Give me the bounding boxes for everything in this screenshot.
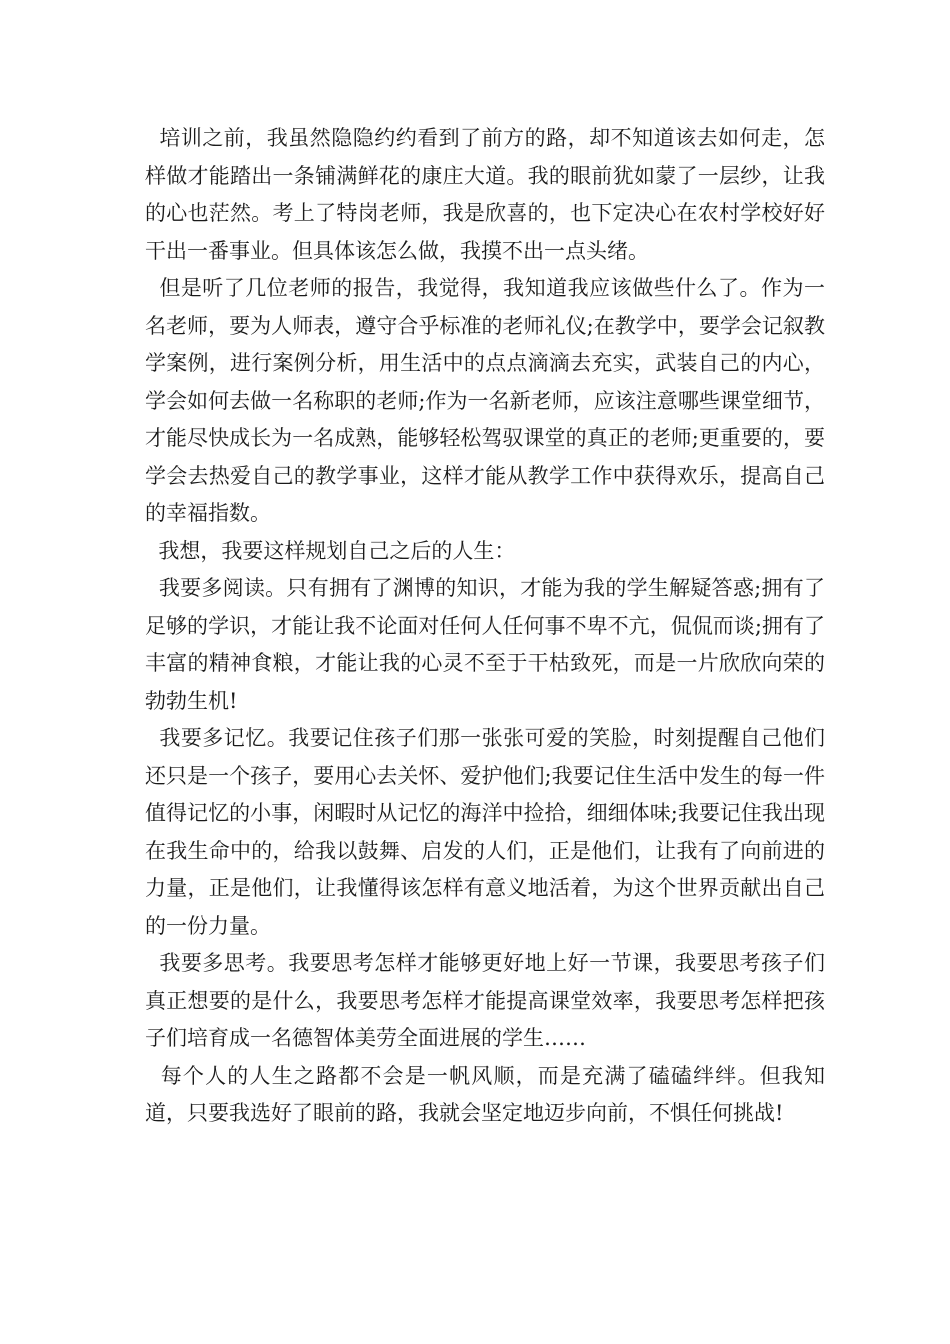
paragraph-think-more: 我要多思考。我要思考怎样才能够更好地上好一节课，我要思考孩子们真正想要的是什么，我要思考怎样才能提高课堂效率，我要思考怎样把孩子们培育成一名德智体美劳全面进展的学生…… xyxy=(145,951,825,1050)
document-body xyxy=(145,120,825,1133)
paragraph-read-more: 我要多阅读。只有拥有了渊博的知识，才能为我的学生解疑答惑;拥有了足够的学识，才能让我不论面对任何人任何事不卑不亢，侃侃而谈;拥有了丰富的精神食粮，才能让我的心灵不至于干枯致死，而是一片欣欣向荣的勃勃生机! xyxy=(145,576,825,713)
paragraph-before-training: 培训之前，我虽然隐隐约约看到了前方的路，却不知道该去如何走，怎样做才能踏出一条铺满鲜花的康庄大道。我的眼前犹如蒙了一层纱，让我的心也茫然。考上了特岗老师，我是欣喜的，也下定决心在农村学校好好干出一番事业。但具体该怎么做，我摸不出一点头绪。 xyxy=(145,126,825,263)
paragraph-conclusion: 每个人的人生之路都不会是一帆风顺，而是充满了磕磕绊绊。但我知道，只要我选好了眼前的路，我就会坚定地迈步向前，不惧任何挑战! xyxy=(145,1063,825,1125)
paragraph-plan-intro: 我想，我要这样规划自己之后的人生： xyxy=(145,538,516,563)
paragraph-remember-more: 我要多记忆。我要记住孩子们那一张张可爱的笑脸，时刻提醒自己他们还只是一个孩子，要用心去关怀、爱护他们;我要记住生活中发生的每一件值得记忆的小事，闲暇时从记忆的海洋中捡拾，细细体味;我要记住我出现在我生命中的，给我以鼓舞、启发的人们，正是他们，让我有了向前进的力量，正是他们，让我懂得该怎样有意义地活着，为这个世界贡献出自己的一份力量。 xyxy=(145,726,825,938)
paragraph-after-reports: 但是听了几位老师的报告，我觉得，我知道我应该做些什么了。作为一名老师，要为人师表，遵守合乎标准的老师礼仪;在教学中，要学会记叙教学案例，进行案例分析，用生活中的点点滴滴去充实，武装自己的内心，学会如何去做一名称职的老师;作为一名新老师，应该注意哪些课堂细节，才能尽快成长为一名成熟，能够轻松驾驭课堂的真正的老师;更重要的，要学会去热爱自己的教学事业，这样才能从教学工作中获得欢乐，提高自己的幸福指数。 xyxy=(145,276,825,525)
